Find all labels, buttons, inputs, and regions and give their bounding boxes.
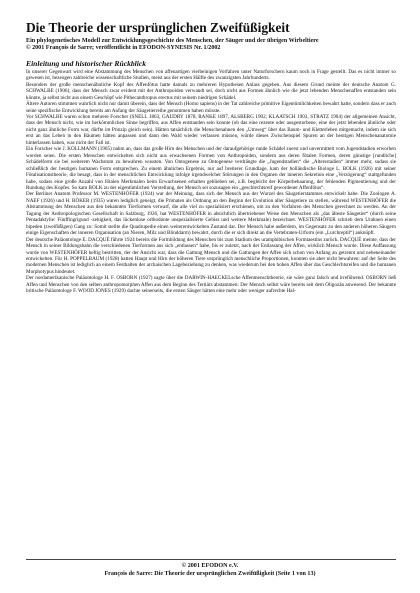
footer-page-info: François de Sarre: Die Theorie der ursprünglichen Zweifüßigkeit (Seite 1 von 13) xyxy=(104,571,316,577)
page-subtitle: Ein phylogenetisches Modell zur Entwicklungsgeschichte des Menschen, der Säuger und der übrigen Wirbeltiere xyxy=(26,38,319,44)
footer-divider xyxy=(26,559,396,560)
paragraph: Der nordamerikanische Paläontologe H. F. OSBORN (1927) sagte über die DARWIN-HAECKELsche Affenmenschtheorie, sie wäre ganz falsch und irreführend. OSBORN ließ Affen und Menschen von den selben anthropomorphen Affen aus dem Beginn des Tertiärs abstammen: Der Mensch selbst wäre bereits seit dem Oligozän anwesend. Der bekannte britische Paläontologe F. WOOD JONES (1929) dachte seinerseits, die ersten Säuger hätten eine mehr oder weniger aufrechte Hal- xyxy=(26,275,396,295)
section-heading: Einleitung und historischer Rückblick xyxy=(26,58,147,68)
body-text xyxy=(26,69,396,295)
footer-copyright: © 2001 EFODON e.V. xyxy=(181,563,239,569)
page-title: Die Theorie der ursprünglichen Zweifüßigkeit xyxy=(26,20,290,35)
paragraph: Vor SCHWALBE waren schon mehrere Forscher (SNELL 1863, GAUDRY 1878, RANKE 1897, ALSBERG 1902; KLAATSCH 1903, STRATZ 1904) der allgemeinen Ansicht, dass der Mensch nicht, wie im herkömmlichen Sinne begriffen, aus Affen entstanden sein konnte (ob das eine rezente oder ausgestorbene, eine der jetzt lebenden ähnliche oder nicht ganz ähnliche Form war, dürfte im Prinzip gleich sein). Hätten tatsächlich die Menschenahnen den „Umweg“ über das Baum- und Kletterleben mitgemacht, indem sie sich erst an das Leben in den Bäumen hätten anpassen und dann den Wald wieder verlassen müssen, würde dieses Zwischenspiel Spuren an der heutigen Menschenanatomie hinterlassen haben, was nicht der Fall ist. xyxy=(26,113,396,146)
copyright-line: © 2001 François de Sarre; veröffentlicht in EFODON-SYNESIS Nr. 1/2002 xyxy=(26,45,221,52)
paragraph: In unserer Gegenwart wird eine Abstammung des Menschen von affenartigen vierbeinigen Vorfahren unter Naturforschern kaum noch in Frage gestellt. Das es nicht immer so gewesen ist, bezeugen zahlreiche wissenschaftliche Studien, meist aus der ersten Hälfte des zwanzigsten Jahrhunderts. xyxy=(26,68,396,82)
paragraph: Der deutsche Paläontologe E. DACQUÉ führte 1924 bereits die Formbildung des Menschen bis zum Stadium des uramphibischen Formtaestins zurück. DACQUÉ meinte, dass der Mensch in seiner Bildungsbahn die verschiedenen Tierformen aus sich „entlassen“ habe, bis er zuletzt, nach der Entlassung der Affen, wirklich Mensch wurde. Diese Auffassung wurde von WESTENHÖFER heftig bestritten, der der Ansicht war, dass die Gattung Mensch und die Gattungen der Affen sich schon von Anfang an getrennt und nebeneinander entwickelten. Für H. POPPELBAUM (1928) hatten Haupt und Hirn der höheren Tiere ursprünglich menschliche Proportionen, konnten sie aber nicht bewahren: auf der Seite des modernen Menschen ist lediglich an einem Festhalten der archaischen Lagebeziehung zu denken, was wiederum bei den hohen Affen über das Geschlechtsreifen und die humanen Morphotypus hindeutet. xyxy=(26,236,396,275)
paragraph: Besonders der große menschenähnliche Kopf des Affenfötus hatte damals zu mehreren Hypothesen Anlass gegeben. Aus diesem Grund meinte der deutsche Anatom G. SCHWALBE (1906), dass der Mensch zwar evident mit der Anthropoiden verwandt sei, doch nicht aus Formen ähnlich wie die jetzt lebenden Menschenaffen entstanden sein könnte, ja selbst nicht aus einem Geschöpf wie Pithecanthropus erectus mit seinem niedrigen Schädel. xyxy=(26,81,396,101)
paragraph: Ein Forscher wie J. KOLLMANN (1905) nahm an, dass das große Hirn des Menschen und der daraufgehörige runde Schädel zuerst und unvermittelt vom Jugendstadien erworben worden seien. Die ersten Menschen entwickelten sich nicht aus erwachsenen Formen von Anthropoiden, sondern aus deren fötalen Formen, deren günstige [rundliche] Schädelform sie bei weiterem Wachstum zu bewahren wussten. Von Ontogenese zu Ontogenese verdrängte die „Jugendstadien“ die „Altersstadien“ immer mehr, sodass sie schließlich der heutigen humanen Form entsprechen. Zu einem ähnlichen Ergebnis, nur auf breiterer Grundlage, kam der holländische Biologe L. BOLK (1926) mit seiner Fötalisationstheorie, die besagt, dass in der menschlichen Entwicklung infolge irgendwelcher Störungen in den Organen der inneren Sekretion eine „Verzögerung“ stattgefunden habe, sodass eine große Anzahl von fötalen Merkmalen beim Erwachsenen erhalten geblieben sei, z.B. begleicht der Körperbehaarung, der fehlenden Pigmentierung und der Rundung des Kopfes. So kam BOLK zu der eigentümlichen Vorstellung, der Mensch sei sozusagen ein „geschlechtsreif gewordener Affenfötus“. xyxy=(26,146,396,191)
paragraph: Der Berliner Anatom Professor M. WESTENHÖFER (1924) war der Meinung, dass sich der Mensch aus der Wurzel des Säugetierstammes entwickelt habe. Die Zoologen A. NAEF (1926) und H. BÖKER (1935) waren lediglich geneigt, die Primaten als Ordnung an den Beginn der Evolution aller Säugetiere zu stellen, während WESTENHÖFER die Abstammung des Menschen aus den bekannten Tierformen verwarf, die alle viel zu spezialisiert erschienen, um zu den Vorfahren des Menschen gerechnet zu werden. An der Tagung der Anthropologischen Gesellschaft in Salzburg, 1926, hat WESTENHÖFER in absichtlich übertriebener Weise den Menschen als „das älteste Säugetier“ (durch seine Pentadaktylie: Fünffingrigund -zehigkeit, das lückenlose orthodonte unspezialisierte Gebiss und weitere Merkmale) bezeichnet. WESTENHÖFER schrieb dem Urahnen einen bipeden (zweifüßigen) Gang zu: Somit stellte die Quadrupedie einen weiterentwickelten Zustand dar. Der Mensch habe außerdem, im Gegensatz zu den anderen höheren Säugern einige Eigenschaften der inneren Organisation (an Nieren, Milz und Blinddarm) bewahrt, durch die er sich direkt an die Vertebraten-Urform (ein „Lurchreptil“) anknüpft. xyxy=(26,191,396,237)
paragraph: Ältere Autoren stimmten wahrlich nicht nur damit überein, dass der Mensch (Homo sapiens) in der Tat zahlreiche primitive Eigentümlichkeiten bewahrt hatte, sondern dass er auch seine spezifische Entwicklung bereits am Anfang der Säugetierreihe genommen haben müsste. xyxy=(26,101,396,114)
